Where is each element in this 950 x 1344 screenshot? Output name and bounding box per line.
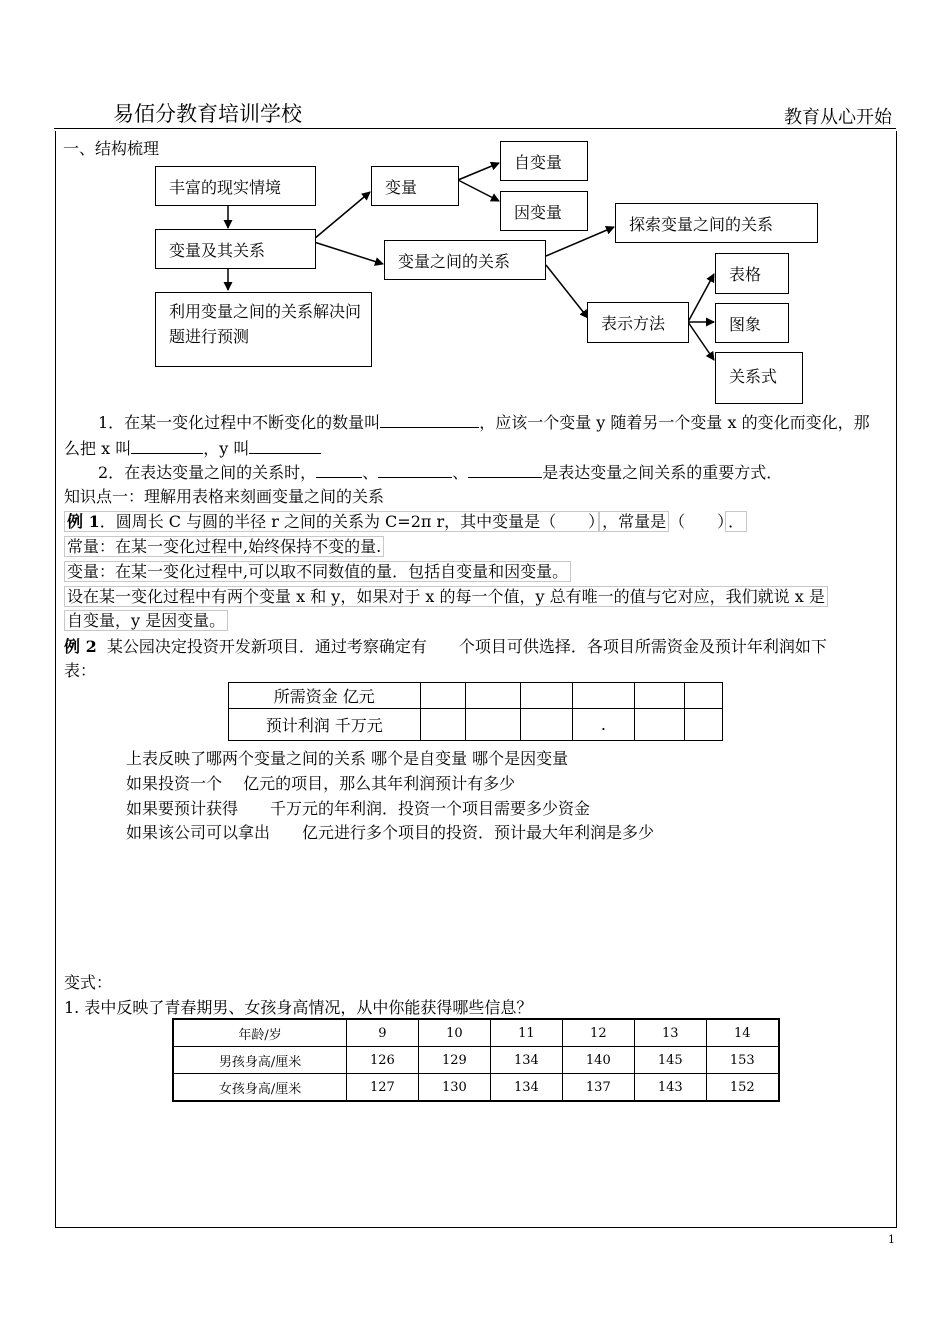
box-predict: 利用变量之间的关系解决问题进行预测: [155, 292, 372, 367]
height-table-header-cell: 12: [562, 1019, 634, 1047]
height-table-cell: 153: [706, 1047, 779, 1074]
height-table-cell: 男孩身高/厘米: [173, 1047, 347, 1074]
investment-cell: [420, 683, 466, 709]
height-table-cell: 129: [418, 1047, 490, 1074]
investment-cell: [420, 709, 466, 741]
example-1: [64, 509, 747, 532]
example-1-blank-constants[interactable]: （ ）: [669, 512, 726, 531]
investment-cell: [634, 709, 685, 741]
question-2: [98, 460, 782, 483]
q1-text-d: ，y 叫: [203, 439, 250, 458]
height-table-cell: 130: [418, 1074, 490, 1102]
height-table-cell: 女孩身高/厘米: [173, 1074, 347, 1102]
q2-text-b: 是表达变量之间关系的重要方式．: [542, 463, 783, 482]
example-2-text-a: 某公园决定投资开发新项目．通过考察确定有 个项目可供选择．各项目所需资金及预计年利润如下: [106, 637, 827, 656]
height-table-cell: 134: [491, 1047, 562, 1074]
height-table-cell: 145: [635, 1047, 706, 1074]
box-dependent-variable: 因变量: [500, 191, 588, 231]
example-2-subquestion-1: 上表反映了哪两个变量之间的关系 哪个是自变量 哪个是因变量: [126, 749, 569, 768]
height-table-cell: 126: [347, 1047, 418, 1074]
dependent-definition-line-2: [64, 608, 228, 631]
investment-cell: [466, 709, 521, 741]
investment-row-label-funds: 所需资金 亿元: [229, 683, 421, 709]
investment-cell: [466, 683, 521, 709]
investment-cell: [520, 709, 573, 741]
example-2-subquestion-3: 如果要预计获得 千万元的年利润．投资一个项目需要多少资金: [126, 799, 591, 818]
box-table-method: 表格: [715, 253, 789, 294]
q1-text-b: ，应该一个变量 y 随着另一个变量 x 的变化而变化，那: [479, 413, 870, 432]
q1-text-c: 么把 x 叫: [64, 439, 132, 458]
example-2-line-1: [64, 634, 827, 657]
q2-sep-2: 、: [452, 463, 469, 482]
box-variables-relation: 变量及其关系: [155, 229, 316, 269]
variable-definition: [64, 559, 571, 582]
variant-question-1: 1. 表中反映了青春期男、女孩身高情况，从中你能获得哪些信息？: [64, 998, 533, 1017]
box-independent-variable: 自变量: [500, 141, 588, 181]
height-table-cell: 152: [706, 1074, 779, 1102]
investment-cell: [520, 683, 573, 709]
example-2-subquestion-4: 如果该公司可以拿出 亿元进行多个项目的投资．预计最大年利润是多少: [126, 823, 655, 842]
q1-blank-3[interactable]: [249, 437, 321, 454]
height-table-row-girls: [173, 1074, 779, 1102]
header-rule: [54, 128, 896, 129]
investment-cell: [634, 683, 685, 709]
investment-cell: [685, 709, 723, 741]
height-table-cell: 143: [635, 1074, 706, 1102]
height-table-row-boys: [173, 1047, 779, 1074]
height-table-cell: 137: [562, 1074, 634, 1102]
example-1-text-c: ，常量是: [599, 511, 669, 532]
investment-cell: [685, 683, 723, 709]
q1-blank-1[interactable]: [380, 411, 479, 428]
q2-text-a: 2．在表达变量之间的关系时，: [98, 463, 317, 482]
q1-blank-2[interactable]: [131, 437, 203, 454]
height-table-header-cell: 9: [347, 1019, 418, 1047]
box-rich-context: 丰富的现实情境: [155, 166, 316, 206]
height-table-cell: 140: [562, 1047, 634, 1074]
q2-blank-1[interactable]: [316, 461, 362, 478]
question-1-line-2: [64, 436, 321, 459]
box-variable: 变量: [371, 166, 459, 206]
box-formula-method: 关系式: [715, 352, 803, 404]
investment-row-label-profit: 预计利润 千万元: [229, 709, 421, 741]
box-explore-relation: 探索变量之间的关系: [615, 203, 818, 243]
height-table-header-cell: 年龄/岁: [173, 1019, 347, 1047]
school-motto: 教育从心开始: [784, 107, 892, 128]
height-table-header-row: [173, 1019, 779, 1047]
q2-blank-2[interactable]: [378, 461, 452, 478]
example-2-subquestion-2: 如果投资一个 亿元的项目，那么其年利润预计有多少: [126, 774, 516, 793]
example-2-line-2: 表：: [64, 661, 97, 680]
example-1-body: [64, 511, 599, 532]
box-graph-method: 图象: [715, 303, 789, 343]
height-table-header-cell: 13: [635, 1019, 706, 1047]
page-number: 1: [888, 1233, 895, 1246]
height-table: [172, 1018, 780, 1102]
q1-text-a: 1．在某一变化过程中不断变化的数量叫: [98, 413, 381, 432]
school-name: 易佰分教育培训学校: [113, 102, 302, 126]
q2-blank-3[interactable]: [468, 461, 542, 478]
box-relation-between-variables: 变量之间的关系: [384, 240, 546, 280]
height-table-header-cell: 14: [706, 1019, 779, 1047]
dependent-definition-line-1: [64, 584, 828, 607]
investment-cell-dot: .: [573, 709, 635, 741]
question-1-line-1: [98, 410, 870, 433]
example-2-label: 例 2: [64, 637, 97, 656]
constant-definition-text: 常量：在某一变化过程中,始终保持不变的量.: [64, 536, 384, 557]
dependent-definition-text-1: 设在某一变化过程中有两个变量 x 和 y，如果对于 x 的每一个值，y 总有唯一的值与它对应，我们就说 x 是: [64, 586, 828, 607]
height-table-header-cell: 11: [491, 1019, 562, 1047]
dependent-definition-text-2: 自变量，y 是因变量。: [64, 610, 228, 631]
constant-definition: [64, 534, 384, 557]
knowledge-point-1-title: 知识点一：理解用表格来刻画变量之间的关系: [64, 487, 385, 506]
investment-table: [228, 682, 723, 741]
q2-sep-1: 、: [362, 463, 379, 482]
height-table-cell: 134: [491, 1074, 562, 1102]
example-1-label: 例 1: [67, 512, 100, 531]
section-title: 一、结构梳理: [63, 139, 160, 158]
example-1-text-a: ．圆周长 C 与圆的半径 r 之间的关系为 C=2π r，其中变量是: [99, 512, 541, 531]
variant-title: 变式：: [64, 973, 113, 992]
box-representation-methods: 表示方法: [587, 302, 689, 343]
height-table-header-cell: 10: [418, 1019, 490, 1047]
variable-definition-text: 变量：在某一变化过程中,可以取不同数值的量．包括自变量和因变量。: [64, 561, 571, 582]
example-1-period: ．: [725, 511, 747, 532]
height-table-cell: 127: [347, 1074, 418, 1102]
example-1-blank-variables[interactable]: （ ）: [540, 512, 597, 531]
investment-cell: [573, 683, 635, 709]
